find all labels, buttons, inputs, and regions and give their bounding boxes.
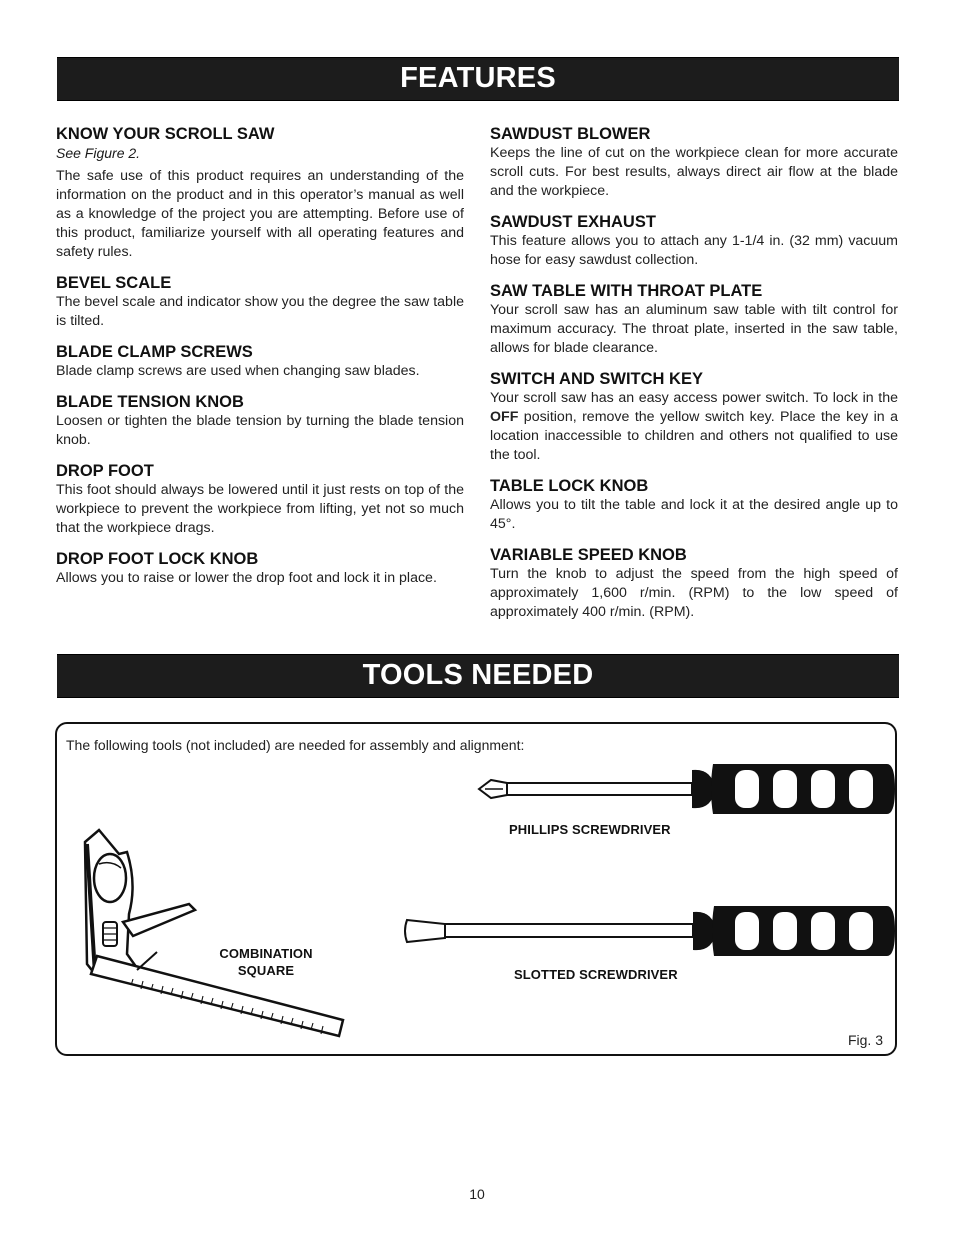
feature-heading: SAWDUST EXHAUST (490, 213, 656, 231)
feature-blade-tension-knob (56, 392, 464, 450)
feature-heading: BLADE CLAMP SCREWS (56, 343, 253, 361)
feature-heading: SAWDUST BLOWER (490, 125, 651, 143)
feature-body: Loosen or tighten the blade tension by turning the blade tension knob. (56, 413, 464, 448)
feature-heading: BEVEL SCALE (56, 274, 172, 292)
phillips-screwdriver-label: PHILLIPS SCREWDRIVER (509, 822, 671, 837)
feature-body: The safe use of this product requires an understanding of the information on the product and in this operator’s manual as well as a knowledge of the project you are attempting. Before use of this product, familiarize yourself with all operating features and safety rules. (56, 168, 464, 260)
feature-drop-foot-lock-knob (56, 549, 464, 588)
figure-label: Fig. 3 (847, 1032, 883, 1048)
tools-figure-box (55, 722, 897, 1056)
feature-sawdust-blower (490, 124, 898, 201)
combination-square-illustration (77, 824, 347, 1044)
features-left-column (56, 124, 464, 599)
feature-body: Blade clamp screws are used when changing saw blades. (56, 363, 420, 379)
combination-square-label (213, 945, 319, 979)
feature-body: Allows you to tilt the table and lock it at the desired angle up to 45°. (490, 497, 898, 532)
feature-see-figure: See Figure 2. (56, 145, 141, 161)
feature-saw-table (490, 281, 898, 358)
combination-square-label-line1: COMBINATION (219, 946, 313, 961)
phillips-screwdriver-illustration (477, 756, 897, 822)
feature-body: The bevel scale and indicator show you the degree the saw table is tilted. (56, 294, 464, 329)
feature-body (490, 389, 898, 465)
slotted-screwdriver-illustration (405, 898, 897, 964)
feature-heading: DROP FOOT LOCK KNOB (56, 550, 259, 568)
feature-table-lock-knob (490, 476, 898, 534)
feature-heading: DROP FOOT (56, 462, 154, 480)
feature-blade-clamp-screws (56, 342, 464, 381)
tools-banner (57, 654, 899, 698)
feature-switch-key (490, 369, 898, 465)
feature-heading: SAW TABLE WITH THROAT PLATE (490, 282, 763, 300)
tools-title: TOOLS NEEDED (362, 659, 594, 691)
feature-heading: TABLE LOCK KNOB (490, 477, 649, 495)
feature-bevel-scale (56, 273, 464, 331)
off-emphasis: OFF (490, 409, 519, 425)
feature-heading: SWITCH AND SWITCH KEY (490, 370, 703, 388)
body-text: position, remove the yellow switch key. Place the key in a location inaccessible to children and others not qualified to use the tool. (490, 409, 898, 463)
features-title: FEATURES (400, 62, 556, 94)
feature-body: Allows you to raise or lower the drop foot and lock it in place. (56, 570, 437, 586)
body-text: Your scroll saw has an easy access power switch. To lock in the (490, 390, 898, 406)
feature-body: Turn the knob to adjust the speed from the high speed of approximately 1,600 r/min. (RPM) to the low speed of approximately 400 r/min. (RPM). (490, 566, 898, 620)
feature-drop-foot (56, 461, 464, 538)
feature-heading: VARIABLE SPEED KNOB (490, 546, 687, 564)
feature-heading: KNOW YOUR SCROLL SAW (56, 125, 275, 143)
feature-body: This foot should always be lowered until it just rests on top of the workpiece to prevent the workpiece from lifting, yet not so much that the workpiece drags. (56, 482, 464, 536)
feature-variable-speed-knob (490, 545, 898, 622)
page-number: 10 (469, 1186, 485, 1202)
slotted-screwdriver-label: SLOTTED SCREWDRIVER (514, 967, 678, 982)
features-right-column (490, 124, 898, 633)
feature-body: Your scroll saw has an aluminum saw table with tilt control for maximum accuracy. The throat plate, inserted in the saw table, allows for blade clearance. (490, 302, 898, 356)
feature-heading: BLADE TENSION KNOB (56, 393, 244, 411)
feature-know-your-scroll-saw (56, 124, 464, 262)
tools-intro: The following tools (not included) are needed for assembly and alignment: (66, 737, 525, 753)
feature-sawdust-exhaust (490, 212, 898, 270)
feature-body: This feature allows you to attach any 1-1/4 in. (32 mm) vacuum hose for easy sawdust collection. (490, 233, 898, 268)
combination-square-label-line2: SQUARE (237, 963, 295, 978)
feature-body: Keeps the line of cut on the workpiece clean for more accurate scroll cuts. For best results, always direct air flow at the blade and the workpiece. (490, 145, 898, 199)
features-banner (57, 57, 899, 101)
